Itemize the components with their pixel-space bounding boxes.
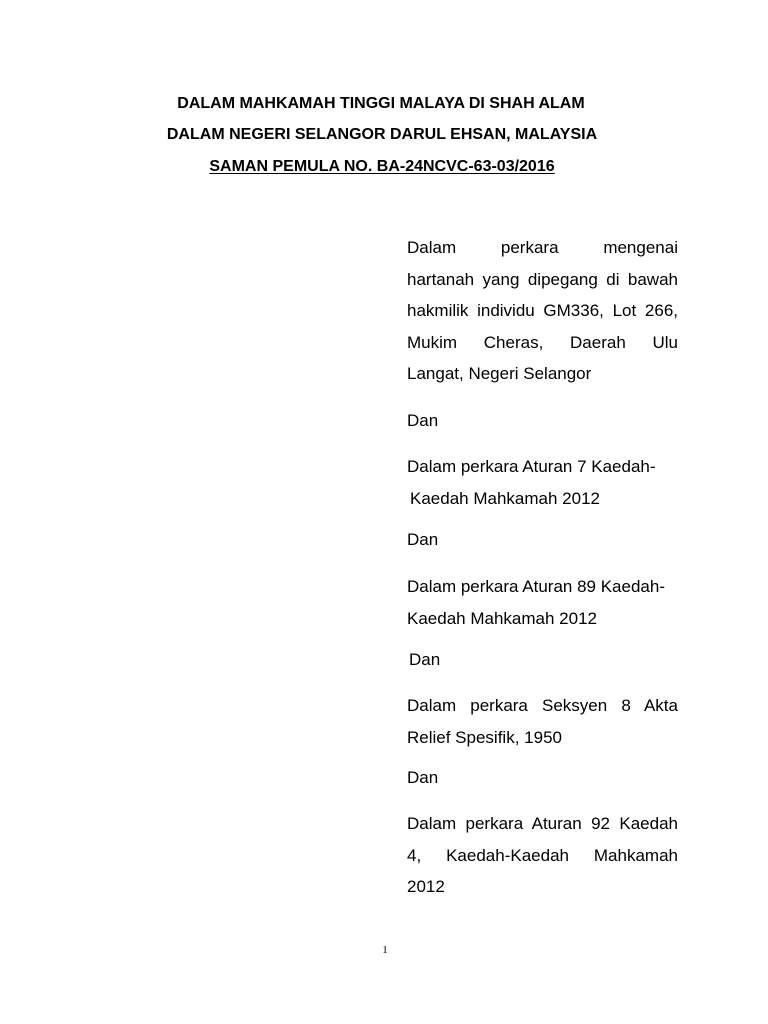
page-number: 1: [382, 944, 388, 956]
court-location: DALAM NEGERI SELANGOR DARUL EHSAN, MALAYSIA: [166, 126, 598, 143]
text-line: Dalam perkara Aturan 89 Kaedah-: [407, 577, 665, 596]
court-title: DALAM MAHKAMAH TINGGI MALAYA DI SHAH ALAM: [177, 95, 585, 112]
text-line: Dalam perkara Aturan 7 Kaedah-: [407, 457, 656, 476]
text-line: hakmilik individu GM336, Lot 266,: [407, 301, 678, 320]
conjunction-dan: Dan: [407, 768, 439, 787]
text-line: Kaedah Mahkamah 2012: [407, 608, 597, 628]
text-line: 4, Kaedah-Kaedah Mahkamah: [407, 845, 678, 865]
matter-paragraph-specific-relief: [407, 690, 678, 753]
conjunction-dan: Dan: [407, 411, 439, 430]
text-line: Mukim Cheras, Daerah Ulu: [407, 332, 678, 352]
text-line: hartanah yang dipegang di bawah: [407, 269, 678, 289]
matter-paragraph-property: [407, 232, 678, 390]
case-number: SAMAN PEMULA NO. BA-24NCVC-63-03/2016: [209, 158, 555, 175]
matter-paragraph-order-89: [407, 571, 678, 634]
conjunction-dan: Dan: [409, 650, 441, 669]
text-line: Langat, Negeri Selangor: [407, 364, 592, 383]
text-line: Relief Spesifik, 1950: [407, 727, 562, 747]
matter-paragraph-order-92: [407, 808, 678, 903]
matter-paragraph-order-7: [407, 451, 678, 514]
text-line: Dalam perkara Aturan 92 Kaedah: [407, 814, 678, 833]
text-line: 2012: [407, 877, 445, 896]
conjunction-dan: Dan: [407, 530, 439, 549]
text-line: Kaedah Mahkamah 2012: [410, 488, 600, 508]
text-line: Dalam perkara mengenai: [407, 238, 678, 257]
text-line: Dalam perkara Seksyen 8 Akta: [407, 696, 678, 715]
